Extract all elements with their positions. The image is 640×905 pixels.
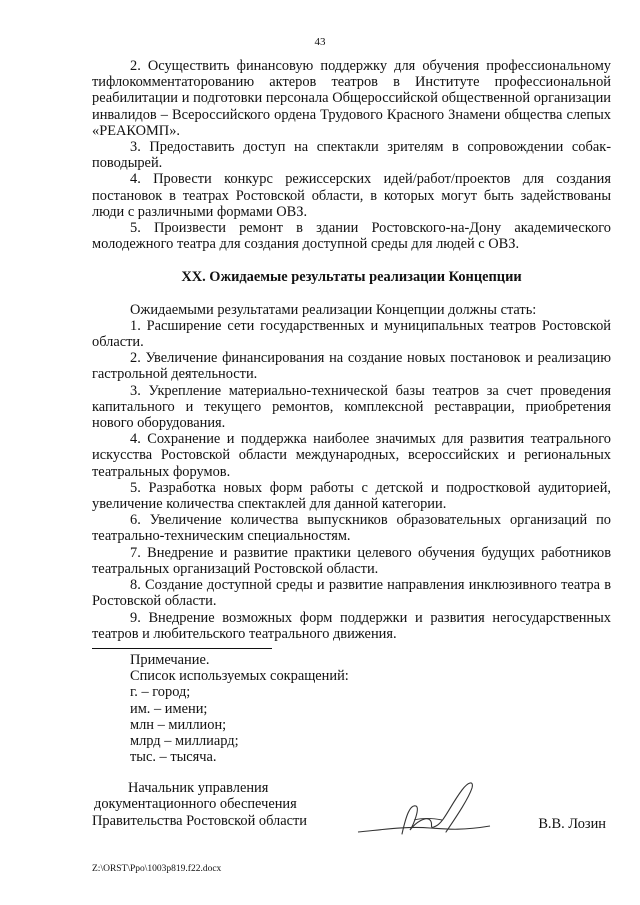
- section-heading: XX. Ожидаемые результаты реализации Концепции: [181, 269, 522, 286]
- signer-name: В.В. Лозин: [538, 816, 606, 832]
- list-item: 4. Сохранение и поддержка наиболее значимых для развития театрального искусства Ростовской области международных, всероссийских и региональных театральных форумов.: [92, 431, 611, 480]
- file-path: Z:\ORST\Ppo\1003p819.f22.docx: [92, 864, 222, 874]
- page-number: 43: [314, 36, 326, 48]
- list-item: 7. Внедрение и развитие практики целевого обучения будущих работников театральных организаций Ростовской области.: [92, 544, 611, 577]
- signatory-position-line: документационного обеспечения: [94, 796, 297, 813]
- list-item: 3. Укрепление материально-технической базы театров за счет проведения капитального и текущего ремонтов, комплексной реставрации, приобретения нового оборудования.: [92, 382, 611, 432]
- list-item: им. – имени;: [130, 700, 208, 717]
- list-item: 9. Внедрение возможных форм поддержки и развития негосударственных театров и любительского театрального движения.: [92, 609, 611, 642]
- list-item: 2. Увеличение финансирования на создание новых постановок и реализацию гастрольной деятельности.: [92, 350, 611, 383]
- footnote-divider: [92, 648, 272, 649]
- signatory-position-line: Начальник управления: [128, 780, 269, 796]
- abbreviations-note: [130, 652, 349, 765]
- document-body: [92, 58, 611, 642]
- list-item: 3. Предоставить доступ на спектакли зрителям в сопровождении собак-поводырей.: [92, 139, 611, 172]
- list-item: млн – миллион;: [130, 716, 227, 733]
- signatory-position-line: Правительства Ростовской области: [92, 812, 307, 829]
- list-item: г. – город;: [130, 684, 191, 701]
- list-item: 6. Увеличение количества выпускников образовательных организаций по театрально-техническим специальностям.: [92, 512, 611, 545]
- note-subtitle: Список используемых сокращений:: [130, 668, 349, 685]
- signatory-title: [92, 780, 307, 829]
- list-item: 4. Провести конкурс режиссерских идей/работ/проектов для создания постановок в театрах Ростовской области, в которых могут быть задействованы люди с различными формами ОВЗ.: [92, 171, 611, 220]
- handwritten-signature: [350, 776, 500, 846]
- list-item: млрд – миллиард;: [130, 733, 239, 750]
- list-item: 5. Произвести ремонт в здании Ростовского-на-Дону академического молодежного театра для создания доступной среды для людей с ОВЗ.: [92, 220, 611, 253]
- note-title: Примечание.: [130, 652, 210, 668]
- list-item: 2. Осуществить финансовую поддержку для обучения профессиональному тифлокомментаторованию актеров театров в Институте профессиональной реабилитации и подготовки персонала Общероссийской общественной организации инвалидов – Всероссийского ордена Трудового Красного Знамени общества слепых «РЕАКОМП».: [92, 58, 611, 139]
- list-item: тыс. – тысяча.: [130, 749, 217, 766]
- list-item: 1. Расширение сети государственных и муниципальных театров Ростовской области.: [92, 317, 611, 351]
- results-intro: Ожидаемыми результатами реализации Концепции должны стать:: [130, 301, 537, 318]
- list-item: 5. Разработка новых форм работы с детской и подростковой аудиторией, увеличение количества спектаклей для данной категории.: [92, 479, 611, 513]
- list-item: 8. Создание доступной среды и развитие направления инклюзивного театра в Ростовской области.: [92, 577, 611, 610]
